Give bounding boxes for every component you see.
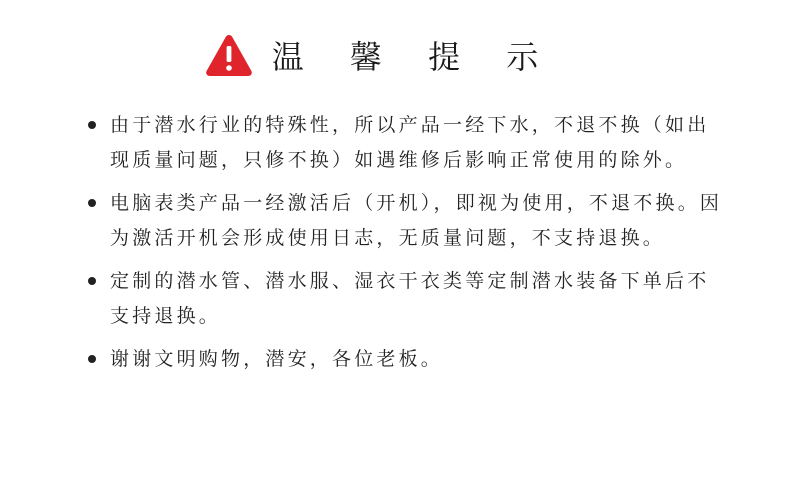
page-title: 温 馨 提 示 [271,38,557,76]
notice-item-returns-after-water [88,108,728,178]
bullet-icon [88,121,96,129]
notice-text: 由于潜水行业的特殊性，所以产品一经下水，不退不换（如出现质量问题，只修不换）如遇维修后影响正常使用的除外。 [110,114,710,171]
notice-text: 电脑表类产品一经激活后（开机），即视为使用，不退不换。因为激活开机会形成使用日志，无质量问题，不支持退换。 [110,192,723,249]
notice-text: 谢谢文明购物，潜安，各位老板。 [110,348,444,370]
bullet-icon [88,355,96,363]
notice-item-thanks [88,342,728,377]
notice-item-custom-gear [88,264,728,334]
notice-header [0,30,800,80]
notice-item-dive-computer-activation [88,186,728,256]
notice-text: 定制的潜水管、潜水服、湿衣干衣类等定制潜水装备下单后不支持退换。 [110,270,710,327]
notice-list [88,108,728,385]
bullet-icon [88,199,96,207]
bullet-icon [88,277,96,285]
warning-triangle-icon [204,32,254,78]
